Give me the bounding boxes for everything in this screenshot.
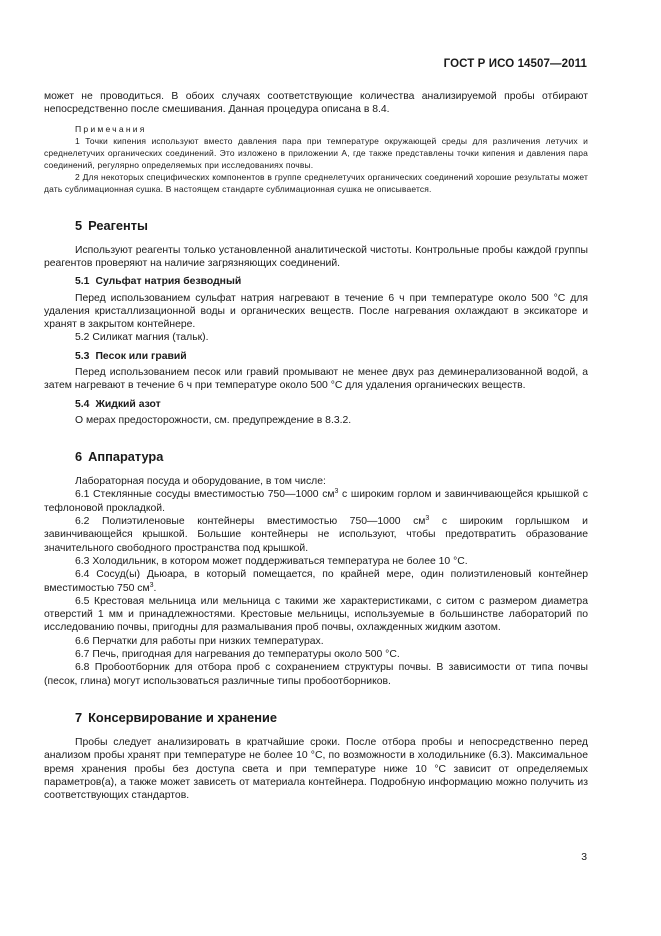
item-6-1-text-b: с широким горлом и завинчивающейся крышкой с тефлоновой прокладкой. — [44, 489, 588, 514]
item-6-8: 6.8 Пробоотборник для отбора проб с сохранением структуры почвы. В зависимости от типа почвы (песок, глина) могут использоваться различные типы пробоотборников. — [44, 662, 588, 687]
section-5-intro: Используют реагенты только установленной аналитической чистоты. Контрольные пробы каждой группы реагентов проверяют на наличие загрязняющих соединений. — [44, 244, 588, 269]
subsection-5-3-number: 5.3 — [75, 350, 90, 362]
section-7-title: Консервирование и хранение — [88, 709, 278, 725]
subsection-5-1-number: 5.1 — [75, 276, 90, 288]
subsection-5-2-text: 5.2 Силикат магния (тальк). — [75, 332, 209, 344]
item-6-4-text-b: . — [153, 582, 157, 594]
item-6-7: 6.7 Печь, пригодная для нагревания до температуры около 500 °С. — [75, 649, 400, 661]
item-6-2 — [44, 515, 588, 555]
page-number: 3 — [581, 852, 587, 863]
item-6-1 — [44, 488, 588, 515]
continued-paragraph: может не проводиться. В обоих случаях соответствующие количества анализируемой пробы отбирают непосредственно после смешивания. Данная процедура описана в 8.4. — [44, 91, 588, 116]
item-6-5: 6.5 Крестовая мельница или мельница с такими же характеристиками, с ситом с размером диаметра отверстий 1 мм и принадлежностями. Крестовые мельницы, используемые в большинстве лабораторий по исследованию почвы, пригодны для размалывания проб почвы, охлажденных жидким азотом. — [44, 595, 588, 634]
subsection-5-3-heading — [44, 350, 588, 363]
section-6-heading — [44, 449, 588, 465]
item-6-2-superscript: 3 — [425, 515, 430, 523]
section-7-heading — [44, 710, 588, 726]
subsection-5-4-number: 5.4 — [75, 398, 90, 410]
subsection-5-3-text: Перед использованием песок или гравий промывают не менее двух раз деминерализованной водой, а затем нагревают в течение 6 ч при температуре около 500 °С для удаления органических веществ. — [44, 366, 588, 392]
subsection-5-4-text: О мерах предосторожности, см. предупреждение в 8.3.2. — [75, 414, 352, 426]
subsection-5-1-text: Перед использованием сульфат натрия нагревают в течение 6 ч при температуре около 500 °С для удаления кристаллизационной воды и органических веществ. После нагревания охлаждают в эксикаторе и хранят в закрытом контейнере. — [44, 292, 588, 331]
item-6-3: 6.3 Холодильник, в котором может поддерживаться температура не более 10 °С. — [75, 555, 468, 567]
item-6-4-text-a: 6.4 Сосуд(ы) Дьюара, в который помещается, по крайней мере, один полиэтиленовый контейнер вместимостью 750 см — [44, 569, 588, 594]
section-6-title: Аппаратура — [88, 449, 164, 465]
item-6-4-superscript: 3 — [149, 581, 154, 589]
subsection-5-1-heading — [44, 275, 588, 288]
section-6-number: 6 — [75, 449, 83, 465]
note-2: 2 Для некоторых специфических компонентов в группе среднелетучих органических соединений хорошие результаты может дать сублимационная сушка. В настоящем стандарте сублимационная сушка не описывается. — [44, 172, 588, 195]
document-header: ГОСТ Р ИСО 14507—2011 — [443, 58, 587, 70]
section-6-intro: Лабораторная посуда и оборудование, в том числе: — [75, 476, 326, 488]
section-5-title: Реагенты — [88, 217, 148, 233]
note-1: 1 Точки кипения используют вместо давления пара при температуре окружающей среды для различения летучих и среднелетучих органических соединений. Это изложено в приложении А, где также представлены точки кипения и давления пара соединений, регулярно определяемых при исследованиях почвы. — [44, 135, 588, 170]
subsection-5-3-title: Песок или гравий — [95, 350, 187, 362]
section-5-heading — [44, 218, 588, 234]
item-6-1-text-a: 6.1 Стеклянные сосуды вместимостью 750—1000 см — [75, 489, 335, 501]
section-5-number: 5 — [75, 217, 83, 233]
subsection-5-4-heading — [44, 398, 588, 411]
subsection-5-1-title: Сульфат натрия безводный — [95, 276, 242, 288]
subsection-5-4-title: Жидкий азот — [95, 398, 161, 410]
item-6-2-text-b: с широким горлышком и завинчивающейся крышкой. Большие контейнеры не используют, чтобы предотвратить образование значительного свободного пространства под крышкой. — [44, 516, 588, 554]
page-content — [44, 90, 588, 802]
item-6-6: 6.6 Перчатки для работы при низких температурах. — [75, 635, 324, 647]
notes-block — [44, 123, 588, 196]
item-6-4 — [44, 568, 588, 595]
notes-title: Примечания — [75, 123, 147, 134]
item-6-2-text-a: 6.2 Полиэтиленовые контейнеры вместимостью 750—1000 см — [75, 516, 426, 528]
section-7-number: 7 — [75, 709, 83, 725]
section-7-text: Пробы следует анализировать в кратчайшие сроки. После отбора пробы и непосредственно перед анализом пробы хранят при температуре не более 10 °С, по возможности в холодильнике (6.3). Максимальное время хранения пробы без доступа света и при температуре ниже 10 °С зависит от определяемых параметров(а), а также может зависеть от материала контейнера. Подробную информацию можно получить из соответствующих стандартов. — [44, 736, 588, 802]
item-6-1-superscript: 3 — [334, 488, 339, 496]
